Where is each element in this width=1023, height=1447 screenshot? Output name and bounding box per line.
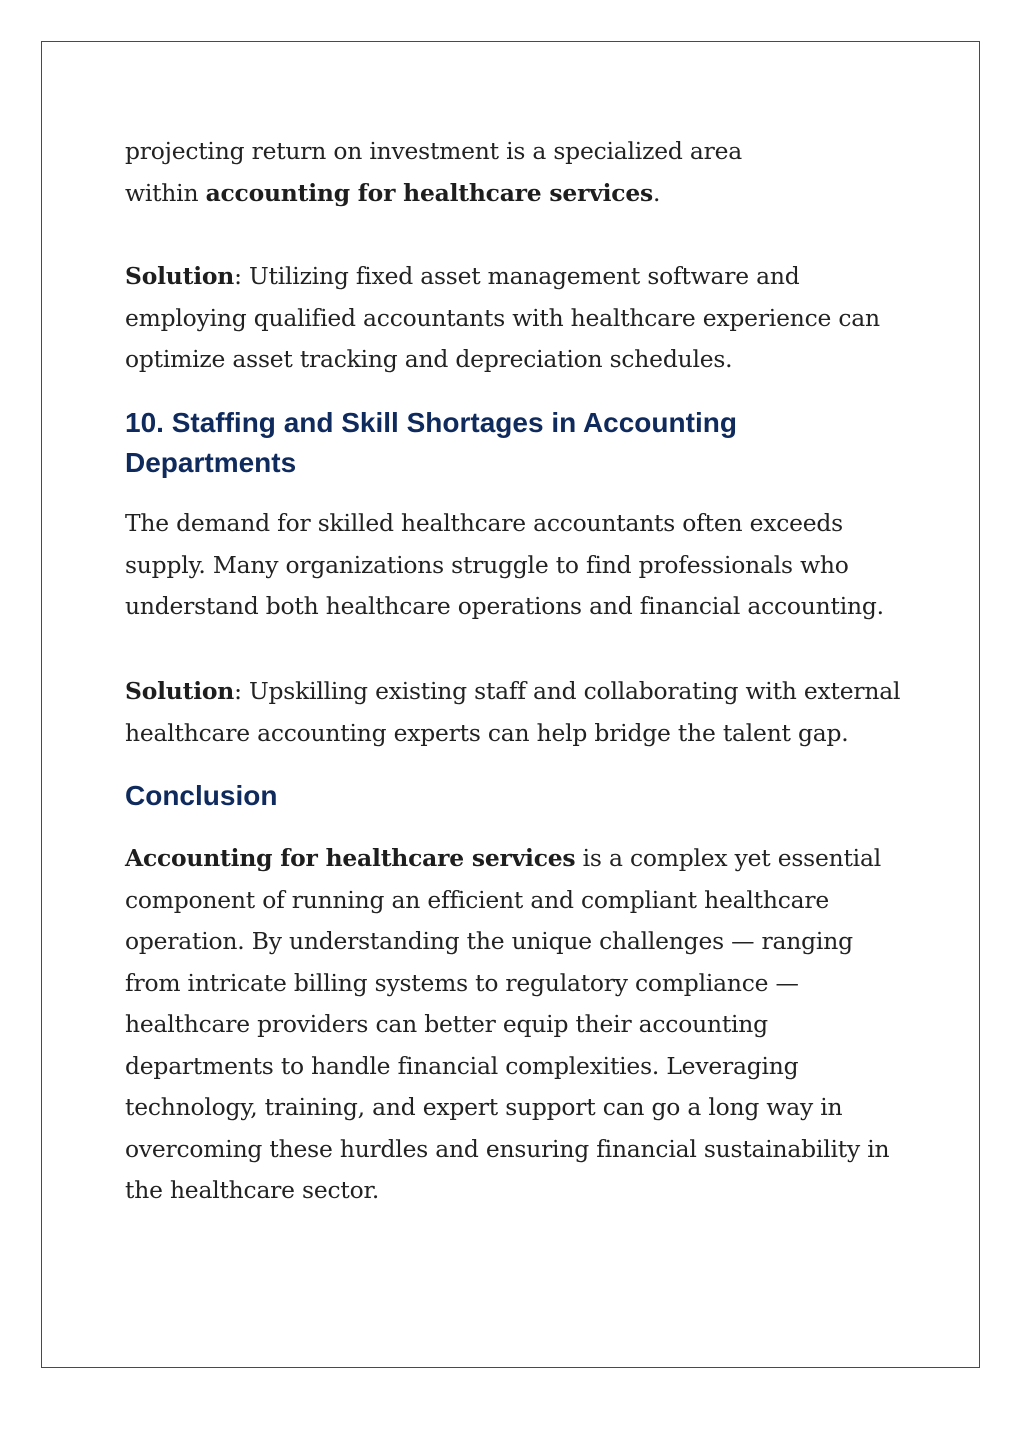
solution-1-text: : Utilizing fixed asset management software and employing qualified accountants with healthcare experience can optimize asset tracking and depreciation schedules.	[125, 262, 880, 373]
conclusion-paragraph	[125, 838, 915, 1212]
conclusion-heading: Conclusion	[125, 780, 278, 811]
document-page	[41, 41, 980, 1368]
solution-2-label: Solution	[125, 677, 235, 705]
intro-paragraph-text	[125, 131, 915, 214]
conclusion-paragraph-block	[125, 838, 915, 1212]
conclusion-text: is a complex yet essential component of running an efficient and compliant healthcare operation. By understanding the unique challenges — ranging from intricate billing systems to regulatory compliance — healthcare providers can better equip their accounting departments to handle financial complexities. Leveraging technology, training, and expert support can go a long way in overcoming these hurdles and ensuring financial sustainability in the healthcare sector.	[125, 844, 890, 1204]
intro-text-line-1: projecting return on investment is a specialized area	[125, 137, 742, 165]
section-10-paragraph-block	[125, 503, 915, 628]
section-10-heading: 10. Staffing and Skill Shortages in Accounting Departments	[125, 407, 737, 478]
intro-text-period: .	[652, 178, 661, 207]
solution-1-label: Solution	[125, 262, 235, 290]
section-10-heading-block	[125, 403, 915, 483]
solution-2-text: : Upskilling existing staff and collaborating with external healthcare accounting experts can help bridge the talent gap.	[125, 677, 901, 747]
section-10-paragraph: The demand for skilled healthcare accountants often exceeds supply. Many organizations struggle to find professionals who understand both healthcare operations and financial accounting.	[125, 509, 884, 620]
intro-bold-term: accounting for healthcare services	[205, 178, 653, 207]
solution-paragraph-2	[125, 671, 915, 754]
solution-paragraph-1	[125, 256, 915, 381]
intro-paragraph	[125, 131, 915, 214]
conclusion-bold-term: Accounting for healthcare services	[125, 844, 576, 872]
intro-text-within: within	[125, 178, 206, 207]
conclusion-heading-block	[125, 776, 915, 816]
